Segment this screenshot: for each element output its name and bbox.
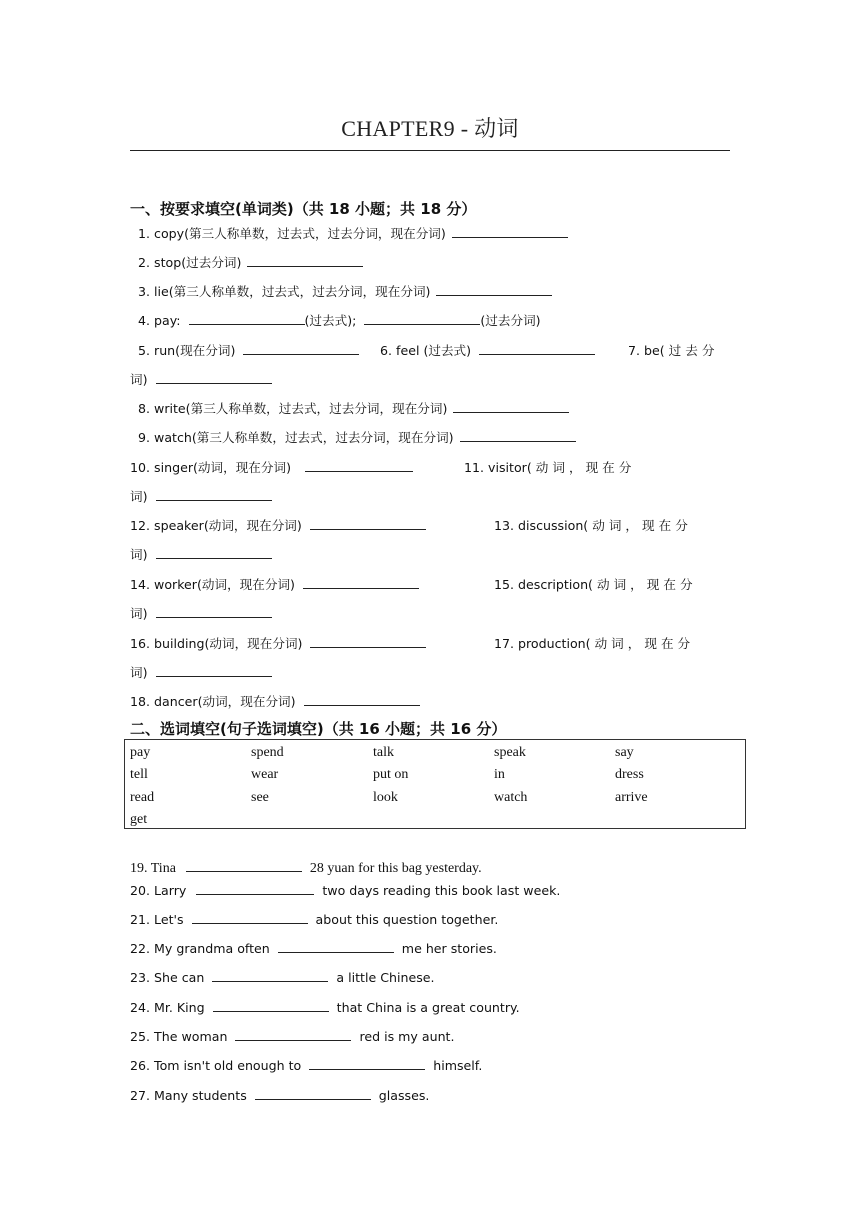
question-2 bbox=[138, 254, 363, 272]
question-6-text: 6. feel (过去式) bbox=[380, 343, 472, 358]
question-23-rest: a little Chinese. bbox=[336, 970, 435, 985]
page-title: CHAPTER9 - 动词 bbox=[341, 116, 519, 141]
question-16-text: 16. building(动词，现在分词) bbox=[130, 636, 303, 651]
answer-blank-18[interactable] bbox=[304, 693, 420, 706]
question-22-rest: me her stories. bbox=[401, 941, 497, 956]
question-10 bbox=[130, 459, 413, 477]
question-18-text: 18. dancer(动词，现在分词) bbox=[130, 694, 296, 709]
question-21-label: 21. Let's bbox=[130, 912, 184, 927]
word-bank-box bbox=[124, 739, 746, 829]
answer-blank-22[interactable] bbox=[278, 940, 394, 953]
answer-blank-21[interactable] bbox=[192, 911, 308, 924]
question-17-text: 17. production( 动 词 ， 现 在 分 bbox=[494, 636, 691, 651]
question-7-text-cont: 词) bbox=[130, 372, 148, 387]
question-5-text: 5. run(现在分词) bbox=[138, 343, 236, 358]
question-23-label: 23. She can bbox=[130, 970, 205, 985]
question-1-text: 1. copy(第三人称单数，过去式，过去分词，现在分词) bbox=[138, 226, 446, 241]
answer-blank-27[interactable] bbox=[255, 1087, 371, 1100]
question-11 bbox=[464, 459, 631, 477]
question-24 bbox=[130, 999, 520, 1017]
answer-blank-11[interactable] bbox=[156, 488, 272, 501]
question-13-text: 13. discussion( 动 词 ， 现 在 分 bbox=[494, 518, 688, 533]
question-15-text: 15. description( 动 词 ， 现 在 分 bbox=[494, 577, 693, 592]
question-27-rest: glasses. bbox=[378, 1088, 430, 1103]
question-9-text: 9. watch(第三人称单数，过去式，过去分词，现在分词) bbox=[138, 430, 454, 445]
answer-blank-23[interactable] bbox=[212, 969, 328, 982]
word-bank-cell: watch bbox=[494, 790, 528, 805]
answer-blank-16[interactable] bbox=[310, 635, 426, 648]
answer-blank-3[interactable] bbox=[436, 283, 552, 296]
question-14-text: 14. worker(动词，现在分词) bbox=[130, 577, 295, 592]
word-bank-cell: dress bbox=[615, 767, 644, 782]
question-20-label: 20. Larry bbox=[130, 883, 187, 898]
question-27-label: 27. Many students bbox=[130, 1088, 247, 1103]
word-bank-cell: talk bbox=[373, 745, 394, 760]
answer-blank-1[interactable] bbox=[452, 225, 568, 238]
word-bank-cell: wear bbox=[251, 767, 279, 782]
word-bank-cell: see bbox=[251, 790, 269, 805]
question-10-text: 10. singer(动词，现在分词) bbox=[130, 460, 291, 475]
question-11-text: 11. visitor( 动 词 ， 现 在 分 bbox=[464, 460, 632, 475]
question-9 bbox=[138, 429, 576, 447]
question-13 bbox=[494, 517, 688, 535]
question-24-label: 24. Mr. King bbox=[130, 1000, 205, 1015]
question-7 bbox=[628, 342, 714, 360]
answer-blank-24[interactable] bbox=[213, 999, 329, 1012]
answer-blank-7[interactable] bbox=[156, 371, 272, 384]
answer-blank-9[interactable] bbox=[460, 429, 576, 442]
question-23 bbox=[130, 969, 435, 987]
question-21-rest: about this question together. bbox=[315, 912, 499, 927]
question-17-cont bbox=[130, 664, 272, 682]
question-6 bbox=[380, 342, 595, 360]
answer-blank-4b[interactable] bbox=[364, 312, 480, 325]
question-17 bbox=[494, 635, 690, 653]
word-bank-cell: put on bbox=[373, 767, 409, 782]
word-bank-cell: arrive bbox=[615, 790, 648, 805]
title-divider bbox=[130, 150, 730, 151]
question-16 bbox=[130, 635, 426, 653]
question-2-text: 2. stop(过去分词) bbox=[138, 255, 242, 270]
answer-blank-13[interactable] bbox=[156, 546, 272, 559]
question-26 bbox=[130, 1057, 482, 1075]
question-18 bbox=[130, 693, 420, 711]
question-14 bbox=[130, 576, 419, 594]
question-25 bbox=[130, 1028, 455, 1046]
answer-blank-6[interactable] bbox=[479, 342, 595, 355]
question-12 bbox=[130, 517, 426, 535]
question-3-text: 3. lie(第三人称单数，过去式，过去分词，现在分词) bbox=[138, 284, 431, 299]
question-20-rest: two days reading this book last week. bbox=[322, 883, 561, 898]
question-4-past-label: (过去式); bbox=[304, 313, 357, 328]
section1-heading: 一、按要求填空(单词类)（共 18 小题；共 18 分） bbox=[130, 200, 477, 218]
question-4-label: 4. pay: bbox=[138, 313, 181, 328]
question-5 bbox=[138, 342, 359, 360]
word-bank-cell: tell bbox=[130, 767, 148, 782]
answer-blank-2[interactable] bbox=[247, 254, 363, 267]
question-7-text: 7. be( 过 去 分 bbox=[628, 343, 715, 358]
question-11-text-cont: 词) bbox=[130, 489, 148, 504]
question-8 bbox=[138, 400, 569, 418]
question-11-cont bbox=[130, 488, 272, 506]
answer-blank-26[interactable] bbox=[309, 1057, 425, 1070]
question-19-label: 19. Tina bbox=[130, 861, 176, 876]
question-27 bbox=[130, 1087, 429, 1105]
word-bank-cell: speak bbox=[494, 745, 526, 760]
word-bank-cell: get bbox=[130, 812, 148, 827]
question-25-label: 25. The woman bbox=[130, 1029, 228, 1044]
question-26-label: 26. Tom isn't old enough to bbox=[130, 1058, 302, 1073]
word-bank-cell: read bbox=[130, 790, 155, 805]
answer-blank-20[interactable] bbox=[196, 882, 314, 895]
word-bank-cell: spend bbox=[251, 745, 284, 760]
answer-blank-17[interactable] bbox=[156, 664, 272, 677]
answer-blank-12[interactable] bbox=[310, 517, 426, 530]
question-19-rest: 28 yuan for this bag yesterday. bbox=[309, 861, 482, 876]
question-8-text: 8. write(第三人称单数，过去式，过去分词，现在分词) bbox=[138, 401, 448, 416]
answer-blank-25[interactable] bbox=[235, 1028, 351, 1041]
answer-blank-15[interactable] bbox=[156, 605, 272, 618]
question-4 bbox=[138, 312, 541, 330]
question-4-pp-label: (过去分词) bbox=[480, 313, 541, 328]
question-3 bbox=[138, 283, 552, 301]
question-17-text-cont: 词) bbox=[130, 665, 148, 680]
word-bank-cell: say bbox=[615, 745, 634, 760]
answer-blank-19[interactable] bbox=[186, 859, 302, 872]
answer-blank-14[interactable] bbox=[303, 576, 419, 589]
word-bank-cell: look bbox=[373, 790, 398, 805]
question-13-text-cont: 词) bbox=[130, 547, 148, 562]
section2-heading: 二、选词填空(句子选词填空)（共 16 小题；共 16 分） bbox=[130, 720, 507, 738]
question-22 bbox=[130, 940, 497, 958]
answer-blank-8[interactable] bbox=[453, 400, 569, 413]
question-15 bbox=[494, 576, 693, 594]
question-15-text-cont: 词) bbox=[130, 606, 148, 621]
question-25-rest: red is my aunt. bbox=[359, 1029, 455, 1044]
question-21 bbox=[130, 911, 498, 929]
word-bank-cell: pay bbox=[130, 745, 151, 760]
question-24-rest: that China is a great country. bbox=[336, 1000, 520, 1015]
question-12-text: 12. speaker(动词，现在分词) bbox=[130, 518, 302, 533]
question-15-cont bbox=[130, 605, 272, 623]
answer-blank-5[interactable] bbox=[243, 342, 359, 355]
question-13-cont bbox=[130, 546, 272, 564]
question-22-label: 22. My grandma often bbox=[130, 941, 270, 956]
question-1 bbox=[138, 225, 568, 243]
word-bank-cell: in bbox=[494, 767, 505, 782]
question-26-rest: himself. bbox=[433, 1058, 483, 1073]
question-7-cont bbox=[130, 371, 272, 389]
answer-blank-10[interactable] bbox=[305, 459, 413, 472]
question-19 bbox=[130, 859, 482, 878]
answer-blank-4a[interactable] bbox=[189, 312, 305, 325]
question-20 bbox=[130, 882, 560, 900]
